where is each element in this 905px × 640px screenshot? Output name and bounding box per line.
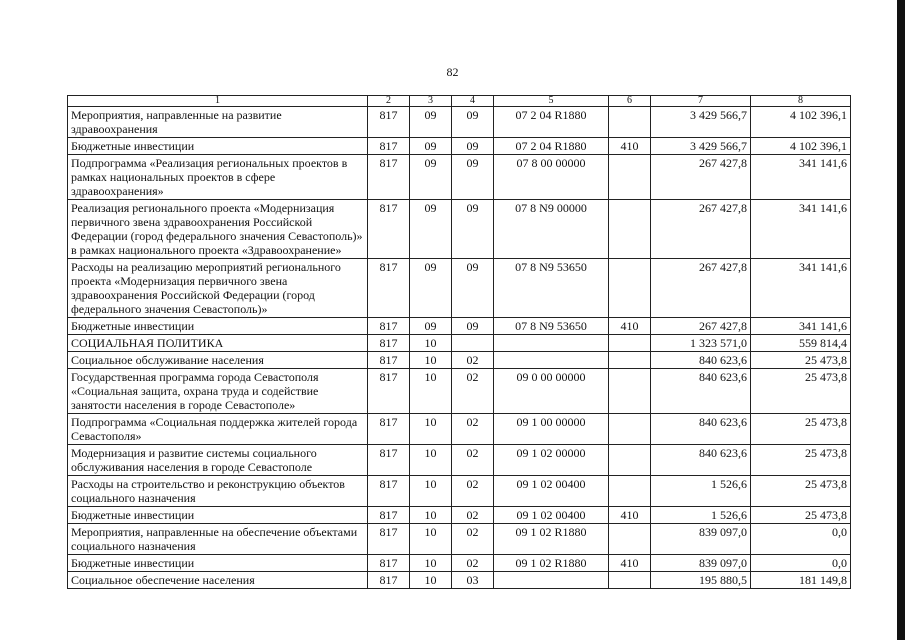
amount-year-2-cell: 0,0: [751, 524, 851, 555]
table-row: [68, 572, 851, 589]
page-edge-shadow: [897, 0, 905, 640]
amount-year-1-cell: 267 427,8: [651, 259, 751, 318]
amount-year-1-cell: 840 623,6: [651, 414, 751, 445]
amount-year-2-cell: 559 814,4: [751, 335, 851, 352]
table-row: [68, 259, 851, 318]
table-row: [68, 138, 851, 155]
amount-year-2-cell: 25 473,8: [751, 476, 851, 507]
subsection-code-cell: 02: [452, 352, 494, 369]
target-article-code-cell: 07 8 N9 00000: [494, 200, 609, 259]
item-name-cell: Реализация регионального проекта «Модернизация первичного звена здравоохранения Российской Федерации (город федерального значения Севастополь)» в рамках национального проекта «Здравоохранение»: [68, 200, 368, 259]
header-cell: 5: [494, 96, 609, 107]
target-article-code-cell: 07 2 04 R1880: [494, 138, 609, 155]
section-code-cell: 09: [410, 318, 452, 335]
table-row: [68, 369, 851, 414]
section-code-cell: 09: [410, 138, 452, 155]
item-name-cell: Бюджетные инвестиции: [68, 318, 368, 335]
ministry-code-cell: 817: [368, 259, 410, 318]
section-code-cell: 10: [410, 335, 452, 352]
ministry-code-cell: 817: [368, 445, 410, 476]
item-name-cell: СОЦИАЛЬНАЯ ПОЛИТИКА: [68, 335, 368, 352]
ministry-code-cell: 817: [368, 572, 410, 589]
amount-year-1-cell: 840 623,6: [651, 352, 751, 369]
amount-year-2-cell: 4 102 396,1: [751, 138, 851, 155]
table-row: [68, 555, 851, 572]
amount-year-2-cell: 341 141,6: [751, 155, 851, 200]
target-article-code-cell: 09 1 02 R1880: [494, 524, 609, 555]
amount-year-2-cell: 25 473,8: [751, 445, 851, 476]
table-row: [68, 414, 851, 445]
table-row: [68, 352, 851, 369]
amount-year-2-cell: 25 473,8: [751, 507, 851, 524]
amount-year-1-cell: 1 526,6: [651, 507, 751, 524]
ministry-code-cell: 817: [368, 155, 410, 200]
expense-type-code-cell: 410: [609, 507, 651, 524]
item-name-cell: Подпрограмма «Социальная поддержка жителей города Севастополя»: [68, 414, 368, 445]
item-name-cell: Государственная программа города Севастополя «Социальная защита, охрана труда и содействие занятости населения в городе Севастополе»: [68, 369, 368, 414]
amount-year-1-cell: 840 623,6: [651, 445, 751, 476]
expense-type-code-cell: [609, 352, 651, 369]
subsection-code-cell: 02: [452, 476, 494, 507]
target-article-code-cell: 07 2 04 R1880: [494, 107, 609, 138]
section-code-cell: 10: [410, 352, 452, 369]
table-row: [68, 318, 851, 335]
subsection-code-cell: 09: [452, 200, 494, 259]
expense-type-code-cell: [609, 155, 651, 200]
item-name-cell: Бюджетные инвестиции: [68, 555, 368, 572]
expense-type-code-cell: [609, 476, 651, 507]
section-code-cell: 10: [410, 445, 452, 476]
subsection-code-cell: [452, 335, 494, 352]
header-cell: 6: [609, 96, 651, 107]
header-cell: 4: [452, 96, 494, 107]
target-article-code-cell: 09 1 02 00000: [494, 445, 609, 476]
amount-year-1-cell: 839 097,0: [651, 555, 751, 572]
amount-year-1-cell: 267 427,8: [651, 200, 751, 259]
target-article-code-cell: 09 0 00 00000: [494, 369, 609, 414]
item-name-cell: Модернизация и развитие системы социального обслуживания населения в городе Севастополе: [68, 445, 368, 476]
amount-year-1-cell: 267 427,8: [651, 155, 751, 200]
amount-year-1-cell: 3 429 566,7: [651, 107, 751, 138]
amount-year-1-cell: 840 623,6: [651, 369, 751, 414]
ministry-code-cell: 817: [368, 555, 410, 572]
ministry-code-cell: 817: [368, 369, 410, 414]
section-code-cell: 10: [410, 507, 452, 524]
expense-type-code-cell: [609, 200, 651, 259]
subsection-code-cell: 02: [452, 414, 494, 445]
amount-year-1-cell: 1 323 571,0: [651, 335, 751, 352]
amount-year-1-cell: 195 880,5: [651, 572, 751, 589]
subsection-code-cell: 09: [452, 259, 494, 318]
ministry-code-cell: 817: [368, 352, 410, 369]
subsection-code-cell: 09: [452, 107, 494, 138]
target-article-code-cell: [494, 572, 609, 589]
expense-type-code-cell: 410: [609, 138, 651, 155]
item-name-cell: Расходы на реализацию мероприятий регионального проекта «Модернизация первичного звена здравоохранения Российской Федерации (город федерального значения Севастополь)»: [68, 259, 368, 318]
header-cell: 7: [651, 96, 751, 107]
table-row: [68, 155, 851, 200]
table-row: [68, 445, 851, 476]
subsection-code-cell: 02: [452, 507, 494, 524]
table-row: [68, 200, 851, 259]
section-code-cell: 09: [410, 259, 452, 318]
expense-type-code-cell: [609, 414, 651, 445]
item-name-cell: Мероприятия, направленные на обеспечение объектами социального назначения: [68, 524, 368, 555]
section-code-cell: 09: [410, 107, 452, 138]
ministry-code-cell: 817: [368, 107, 410, 138]
table-row: [68, 524, 851, 555]
ministry-code-cell: 817: [368, 200, 410, 259]
subsection-code-cell: 09: [452, 318, 494, 335]
item-name-cell: Мероприятия, направленные на развитие здравоохранения: [68, 107, 368, 138]
amount-year-2-cell: 25 473,8: [751, 369, 851, 414]
subsection-code-cell: 02: [452, 555, 494, 572]
ministry-code-cell: 817: [368, 318, 410, 335]
subsection-code-cell: 03: [452, 572, 494, 589]
ministry-code-cell: 817: [368, 414, 410, 445]
header-cell: 1: [68, 96, 368, 107]
table-header-row: [68, 96, 851, 107]
subsection-code-cell: 02: [452, 445, 494, 476]
item-name-cell: Социальное обслуживание населения: [68, 352, 368, 369]
target-article-code-cell: 09 1 00 00000: [494, 414, 609, 445]
expense-type-code-cell: [609, 524, 651, 555]
subsection-code-cell: 02: [452, 369, 494, 414]
expense-type-code-cell: [609, 259, 651, 318]
item-name-cell: Расходы на строительство и реконструкцию объектов социального назначения: [68, 476, 368, 507]
header-cell: 2: [368, 96, 410, 107]
expense-type-code-cell: [609, 572, 651, 589]
ministry-code-cell: 817: [368, 524, 410, 555]
section-code-cell: 10: [410, 414, 452, 445]
amount-year-2-cell: 25 473,8: [751, 352, 851, 369]
section-code-cell: 10: [410, 524, 452, 555]
table-row: [68, 507, 851, 524]
section-code-cell: 09: [410, 200, 452, 259]
table-row: [68, 476, 851, 507]
amount-year-2-cell: 25 473,8: [751, 414, 851, 445]
amount-year-1-cell: 1 526,6: [651, 476, 751, 507]
target-article-code-cell: 07 8 N9 53650: [494, 318, 609, 335]
target-article-code-cell: 07 8 00 00000: [494, 155, 609, 200]
page-number: 82: [446, 65, 459, 79]
header-cell: 8: [751, 96, 851, 107]
amount-year-2-cell: 0,0: [751, 555, 851, 572]
table-row: [68, 107, 851, 138]
item-name-cell: Бюджетные инвестиции: [68, 138, 368, 155]
header-cell: 3: [410, 96, 452, 107]
amount-year-2-cell: 341 141,6: [751, 259, 851, 318]
subsection-code-cell: 09: [452, 155, 494, 200]
section-code-cell: 10: [410, 555, 452, 572]
expense-type-code-cell: 410: [609, 555, 651, 572]
ministry-code-cell: 817: [368, 476, 410, 507]
table-row: [68, 335, 851, 352]
subsection-code-cell: 02: [452, 524, 494, 555]
expense-type-code-cell: [609, 107, 651, 138]
amount-year-2-cell: 341 141,6: [751, 200, 851, 259]
section-code-cell: 10: [410, 476, 452, 507]
amount-year-1-cell: 839 097,0: [651, 524, 751, 555]
section-code-cell: 10: [410, 369, 452, 414]
amount-year-2-cell: 4 102 396,1: [751, 107, 851, 138]
item-name-cell: Бюджетные инвестиции: [68, 507, 368, 524]
target-article-code-cell: 09 1 02 00400: [494, 476, 609, 507]
target-article-code-cell: [494, 335, 609, 352]
budget-table: [67, 95, 851, 589]
amount-year-2-cell: 341 141,6: [751, 318, 851, 335]
item-name-cell: Подпрограмма «Реализация региональных проектов в рамках национальных проектов в сфере здравоохранения»: [68, 155, 368, 200]
ministry-code-cell: 817: [368, 507, 410, 524]
amount-year-2-cell: 181 149,8: [751, 572, 851, 589]
target-article-code-cell: [494, 352, 609, 369]
item-name-cell: Социальное обеспечение населения: [68, 572, 368, 589]
ministry-code-cell: 817: [368, 335, 410, 352]
ministry-code-cell: 817: [368, 138, 410, 155]
target-article-code-cell: 09 1 02 R1880: [494, 555, 609, 572]
expense-type-code-cell: 410: [609, 318, 651, 335]
target-article-code-cell: 09 1 02 00400: [494, 507, 609, 524]
section-code-cell: 10: [410, 572, 452, 589]
expense-type-code-cell: [609, 369, 651, 414]
expense-type-code-cell: [609, 335, 651, 352]
target-article-code-cell: 07 8 N9 53650: [494, 259, 609, 318]
amount-year-1-cell: 267 427,8: [651, 318, 751, 335]
section-code-cell: 09: [410, 155, 452, 200]
subsection-code-cell: 09: [452, 138, 494, 155]
amount-year-1-cell: 3 429 566,7: [651, 138, 751, 155]
expense-type-code-cell: [609, 445, 651, 476]
